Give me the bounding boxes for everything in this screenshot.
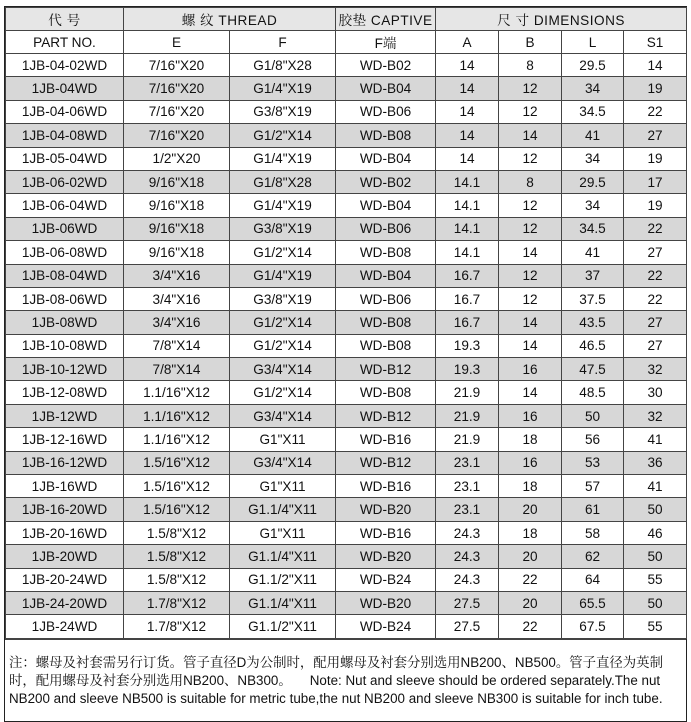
- cell-dim-b: 14: [499, 381, 562, 404]
- header-row-top: [6, 8, 687, 31]
- table-row: [6, 147, 687, 170]
- cell-dim-s1: 50: [624, 591, 687, 614]
- cell-part-no: 1JB-16WD: [6, 475, 124, 498]
- col-header-l: L: [562, 31, 624, 54]
- cell-thread-f: G3/8"X19: [230, 217, 336, 240]
- cell-part-no: 1JB-24WD: [6, 615, 124, 638]
- cell-dim-l: 67.5: [562, 615, 624, 638]
- cell-thread-e: 1.5/16"X12: [124, 475, 230, 498]
- cell-thread-f: G1/2"X14: [230, 124, 336, 147]
- cell-dim-b: 20: [499, 498, 562, 521]
- cell-thread-f: G1/8"X28: [230, 54, 336, 77]
- cell-dim-s1: 19: [624, 77, 687, 100]
- table-row: [6, 498, 687, 521]
- table-row: [6, 591, 687, 614]
- order-note: [5, 639, 686, 721]
- cell-thread-e: 7/16"X20: [124, 77, 230, 100]
- cell-dim-a: 19.3: [436, 334, 499, 357]
- cell-dim-s1: 27: [624, 124, 687, 147]
- cell-thread-e: 1.5/8"X12: [124, 568, 230, 591]
- table-row: [6, 521, 687, 544]
- cell-dim-a: 16.7: [436, 264, 499, 287]
- col-header-a: A: [436, 31, 499, 54]
- cell-part-no: 1JB-10-08WD: [6, 334, 124, 357]
- cell-thread-e: 9/16"X18: [124, 217, 230, 240]
- cell-dim-l: 37.5: [562, 287, 624, 310]
- note-cn: 注：螺母及衬套需另行订货。管子直径D为公制时，配用螺母及衬套分别选用NB200、NB500。管子直径为英制时，配用螺母及衬套分别选用NB200、NB300。: [9, 654, 663, 688]
- cell-part-no: 1JB-16-20WD: [6, 498, 124, 521]
- table-row: [6, 568, 687, 591]
- cell-dim-a: 23.1: [436, 451, 499, 474]
- cell-thread-e: 1.5/16"X12: [124, 498, 230, 521]
- cell-part-no: 1JB-20-16WD: [6, 521, 124, 544]
- cell-dim-a: 14: [436, 100, 499, 123]
- cell-part-no: 1JB-08-06WD: [6, 287, 124, 310]
- cell-dim-a: 14: [436, 54, 499, 77]
- cell-thread-f: G3/4"X14: [230, 358, 336, 381]
- cell-part-no: 1JB-24-20WD: [6, 591, 124, 614]
- cell-thread-f: G3/4"X14: [230, 451, 336, 474]
- cell-part-no: 1JB-12-16WD: [6, 428, 124, 451]
- cell-part-no: 1JB-04-06WD: [6, 100, 124, 123]
- cell-thread-f: G1.1/4"X11: [230, 545, 336, 568]
- cell-thread-f: G3/8"X19: [230, 287, 336, 310]
- cell-dim-s1: 27: [624, 334, 687, 357]
- cell-part-no: 1JB-06-04WD: [6, 194, 124, 217]
- part-label-en: PART NO.: [6, 31, 124, 54]
- cell-dim-b: 12: [499, 147, 562, 170]
- cell-dim-l: 37: [562, 264, 624, 287]
- table-row: [6, 428, 687, 451]
- cell-dim-b: 14: [499, 311, 562, 334]
- cell-thread-f: G1.1/2"X11: [230, 615, 336, 638]
- table-row: [6, 475, 687, 498]
- cell-dim-b: 20: [499, 545, 562, 568]
- captive-group-header: 胶垫 CAPTIVE: [336, 8, 436, 31]
- cell-dim-l: 65.5: [562, 591, 624, 614]
- cell-thread-f: G1/4"X19: [230, 264, 336, 287]
- cell-thread-f: G1"X11: [230, 475, 336, 498]
- table-row: [6, 404, 687, 427]
- table-row: [6, 124, 687, 147]
- cell-dim-b: 12: [499, 264, 562, 287]
- cell-part-no: 1JB-16-12WD: [6, 451, 124, 474]
- cell-captive: WD-B12: [336, 404, 436, 427]
- cell-captive: WD-B04: [336, 194, 436, 217]
- cell-dim-l: 34.5: [562, 100, 624, 123]
- cell-thread-f: G3/8"X19: [230, 100, 336, 123]
- cell-dim-s1: 46: [624, 521, 687, 544]
- table-row: [6, 100, 687, 123]
- cell-captive: WD-B06: [336, 287, 436, 310]
- cell-captive: WD-B24: [336, 615, 436, 638]
- cell-dim-a: 14.1: [436, 170, 499, 193]
- cell-dim-b: 14: [499, 241, 562, 264]
- cell-dim-l: 41: [562, 241, 624, 264]
- table-row: [6, 358, 687, 381]
- cell-part-no: 1JB-04WD: [6, 77, 124, 100]
- table-row: [6, 311, 687, 334]
- cell-dim-b: 20: [499, 591, 562, 614]
- cell-captive: WD-B16: [336, 428, 436, 451]
- cell-captive: WD-B20: [336, 545, 436, 568]
- cell-dim-s1: 50: [624, 498, 687, 521]
- cell-dim-a: 21.9: [436, 381, 499, 404]
- cell-thread-e: 7/8"X14: [124, 358, 230, 381]
- header-row-sub: [6, 31, 687, 54]
- cell-dim-s1: 17: [624, 170, 687, 193]
- cell-dim-l: 46.5: [562, 334, 624, 357]
- cell-dim-a: 14.1: [436, 217, 499, 240]
- cell-part-no: 1JB-20-24WD: [6, 568, 124, 591]
- table-row: [6, 170, 687, 193]
- note-en: Note: Nut and sleeve should be ordered separately.The nut NB200 and sleeve NB500 is suitable for metric tube,the nut NB200 and sleeve NB300 is suitable for inch tube.: [9, 672, 663, 706]
- cell-dim-s1: 22: [624, 217, 687, 240]
- cell-thread-e: 9/16"X18: [124, 170, 230, 193]
- cell-thread-e: 7/8"X14: [124, 334, 230, 357]
- cell-dim-b: 16: [499, 451, 562, 474]
- cell-part-no: 1JB-06-08WD: [6, 241, 124, 264]
- table-row: [6, 54, 687, 77]
- cell-dim-l: 64: [562, 568, 624, 591]
- col-header-s1: S1: [624, 31, 687, 54]
- cell-captive: WD-B20: [336, 498, 436, 521]
- cell-dim-s1: 55: [624, 568, 687, 591]
- col-header-f-end: F端: [336, 31, 436, 54]
- cell-thread-f: G1/2"X14: [230, 334, 336, 357]
- cell-thread-e: 1.7/8"X12: [124, 615, 230, 638]
- cell-dim-a: 19.3: [436, 358, 499, 381]
- cell-dim-b: 14: [499, 334, 562, 357]
- cell-dim-b: 12: [499, 194, 562, 217]
- table-row: [6, 451, 687, 474]
- cell-dim-l: 62: [562, 545, 624, 568]
- cell-dim-l: 58: [562, 521, 624, 544]
- cell-dim-a: 14: [436, 124, 499, 147]
- cell-thread-e: 1.1/16"X12: [124, 428, 230, 451]
- table-row: [6, 334, 687, 357]
- cell-thread-e: 7/16"X20: [124, 54, 230, 77]
- cell-thread-f: G1/4"X19: [230, 194, 336, 217]
- cell-thread-e: 1.1/16"X12: [124, 381, 230, 404]
- cell-part-no: 1JB-04-02WD: [6, 54, 124, 77]
- cell-captive: WD-B04: [336, 77, 436, 100]
- cell-dim-a: 27.5: [436, 615, 499, 638]
- cell-thread-f: G1.1/2"X11: [230, 568, 336, 591]
- cell-dim-s1: 32: [624, 358, 687, 381]
- table-row: [6, 264, 687, 287]
- cell-captive: WD-B04: [336, 147, 436, 170]
- cell-thread-e: 1/2"X20: [124, 147, 230, 170]
- cell-dim-a: 27.5: [436, 591, 499, 614]
- cell-dim-b: 12: [499, 100, 562, 123]
- cell-dim-b: 22: [499, 615, 562, 638]
- cell-part-no: 1JB-06-02WD: [6, 170, 124, 193]
- cell-dim-a: 14: [436, 77, 499, 100]
- cell-dim-s1: 55: [624, 615, 687, 638]
- cell-thread-e: 3/4"X16: [124, 287, 230, 310]
- cell-dim-a: 14: [436, 147, 499, 170]
- cell-thread-e: 1.5/16"X12: [124, 451, 230, 474]
- cell-part-no: 1JB-06WD: [6, 217, 124, 240]
- thread-group-header: 螺 纹 THREAD: [124, 8, 336, 31]
- cell-thread-f: G1/8"X28: [230, 170, 336, 193]
- table-row: [6, 194, 687, 217]
- cell-dim-l: 34: [562, 77, 624, 100]
- cell-thread-e: 1.1/16"X12: [124, 404, 230, 427]
- cell-thread-f: G1/2"X14: [230, 311, 336, 334]
- cell-thread-e: 9/16"X18: [124, 241, 230, 264]
- cell-part-no: 1JB-12-08WD: [6, 381, 124, 404]
- cell-dim-s1: 22: [624, 287, 687, 310]
- cell-dim-s1: 14: [624, 54, 687, 77]
- cell-dim-a: 23.1: [436, 498, 499, 521]
- cell-thread-e: 9/16"X18: [124, 194, 230, 217]
- cell-dim-s1: 41: [624, 428, 687, 451]
- cell-dim-a: 21.9: [436, 428, 499, 451]
- cell-thread-e: 7/16"X20: [124, 124, 230, 147]
- cell-dim-s1: 32: [624, 404, 687, 427]
- table-body: [6, 54, 687, 639]
- cell-dim-s1: 36: [624, 451, 687, 474]
- cell-thread-e: 1.5/8"X12: [124, 521, 230, 544]
- cell-dim-l: 56: [562, 428, 624, 451]
- cell-thread-f: G1/2"X14: [230, 381, 336, 404]
- cell-captive: WD-B12: [336, 358, 436, 381]
- cell-dim-a: 23.1: [436, 475, 499, 498]
- cell-dim-s1: 27: [624, 241, 687, 264]
- cell-dim-s1: 50: [624, 545, 687, 568]
- cell-captive: WD-B04: [336, 264, 436, 287]
- cell-dim-s1: 19: [624, 194, 687, 217]
- cell-part-no: 1JB-10-12WD: [6, 358, 124, 381]
- cell-captive: WD-B16: [336, 475, 436, 498]
- cell-dim-l: 47.5: [562, 358, 624, 381]
- cell-dim-b: 12: [499, 77, 562, 100]
- cell-dim-b: 12: [499, 287, 562, 310]
- cell-dim-s1: 22: [624, 264, 687, 287]
- cell-captive: WD-B16: [336, 521, 436, 544]
- cell-dim-a: 21.9: [436, 404, 499, 427]
- cell-thread-f: G1"X11: [230, 428, 336, 451]
- cell-dim-b: 8: [499, 170, 562, 193]
- cell-dim-b: 22: [499, 568, 562, 591]
- col-header-f: F: [230, 31, 336, 54]
- cell-captive: WD-B06: [336, 100, 436, 123]
- cell-captive: WD-B08: [336, 381, 436, 404]
- cell-dim-b: 12: [499, 217, 562, 240]
- cell-dim-a: 24.3: [436, 545, 499, 568]
- table-row: [6, 287, 687, 310]
- cell-part-no: 1JB-04-08WD: [6, 124, 124, 147]
- cell-thread-f: G1/2"X14: [230, 241, 336, 264]
- cell-thread-f: G1/4"X19: [230, 147, 336, 170]
- cell-captive: WD-B24: [336, 568, 436, 591]
- cell-dim-b: 18: [499, 521, 562, 544]
- cell-captive: WD-B08: [336, 241, 436, 264]
- cell-dim-b: 8: [499, 54, 562, 77]
- cell-dim-a: 14.1: [436, 241, 499, 264]
- col-header-b: B: [499, 31, 562, 54]
- cell-dim-a: 24.3: [436, 568, 499, 591]
- table-row: [6, 77, 687, 100]
- cell-part-no: 1JB-20WD: [6, 545, 124, 568]
- cell-dim-l: 57: [562, 475, 624, 498]
- cell-thread-f: G1.1/4"X11: [230, 498, 336, 521]
- cell-dim-l: 34.5: [562, 217, 624, 240]
- cell-dim-l: 50: [562, 404, 624, 427]
- cell-thread-e: 7/16"X20: [124, 100, 230, 123]
- cell-thread-f: G1/4"X19: [230, 77, 336, 100]
- table-row: [6, 545, 687, 568]
- cell-captive: WD-B02: [336, 170, 436, 193]
- cell-dim-l: 34: [562, 194, 624, 217]
- cell-dim-b: 16: [499, 404, 562, 427]
- table-row: [6, 381, 687, 404]
- cell-dim-s1: 22: [624, 100, 687, 123]
- cell-thread-f: G1.1/4"X11: [230, 591, 336, 614]
- cell-dim-l: 41: [562, 124, 624, 147]
- part-label-cn: 代 号: [6, 8, 124, 31]
- cell-dim-l: 48.5: [562, 381, 624, 404]
- cell-thread-e: 1.7/8"X12: [124, 591, 230, 614]
- cell-dim-l: 43.5: [562, 311, 624, 334]
- cell-dim-l: 34: [562, 147, 624, 170]
- cell-part-no: 1JB-08WD: [6, 311, 124, 334]
- table-row: [6, 615, 687, 638]
- cell-part-no: 1JB-12WD: [6, 404, 124, 427]
- spec-sheet: [4, 6, 687, 722]
- cell-thread-e: 3/4"X16: [124, 311, 230, 334]
- cell-dim-a: 14.1: [436, 194, 499, 217]
- table-row: [6, 217, 687, 240]
- cell-captive: WD-B02: [336, 54, 436, 77]
- cell-dim-b: 18: [499, 475, 562, 498]
- cell-dim-l: 53: [562, 451, 624, 474]
- cell-dim-b: 14: [499, 124, 562, 147]
- table-row: [6, 241, 687, 264]
- cell-captive: WD-B20: [336, 591, 436, 614]
- cell-thread-e: 3/4"X16: [124, 264, 230, 287]
- cell-dim-l: 29.5: [562, 54, 624, 77]
- cell-dim-l: 61: [562, 498, 624, 521]
- cell-thread-f: G3/4"X14: [230, 404, 336, 427]
- dimension-table: [5, 7, 687, 639]
- cell-dim-b: 18: [499, 428, 562, 451]
- cell-dim-a: 24.3: [436, 521, 499, 544]
- cell-dim-s1: 19: [624, 147, 687, 170]
- cell-dim-b: 16: [499, 358, 562, 381]
- col-header-e: E: [124, 31, 230, 54]
- cell-captive: WD-B12: [336, 451, 436, 474]
- cell-dim-s1: 41: [624, 475, 687, 498]
- cell-thread-e: 1.5/8"X12: [124, 545, 230, 568]
- cell-dim-a: 16.7: [436, 287, 499, 310]
- cell-dim-a: 16.7: [436, 311, 499, 334]
- cell-dim-s1: 27: [624, 311, 687, 334]
- cell-part-no: 1JB-08-04WD: [6, 264, 124, 287]
- dimensions-group-header: 尺 寸 DIMENSIONS: [436, 8, 687, 31]
- cell-captive: WD-B06: [336, 217, 436, 240]
- cell-dim-s1: 30: [624, 381, 687, 404]
- cell-part-no: 1JB-05-04WD: [6, 147, 124, 170]
- cell-captive: WD-B08: [336, 311, 436, 334]
- cell-thread-f: G1"X11: [230, 521, 336, 544]
- cell-captive: WD-B08: [336, 124, 436, 147]
- cell-dim-l: 29.5: [562, 170, 624, 193]
- cell-captive: WD-B08: [336, 334, 436, 357]
